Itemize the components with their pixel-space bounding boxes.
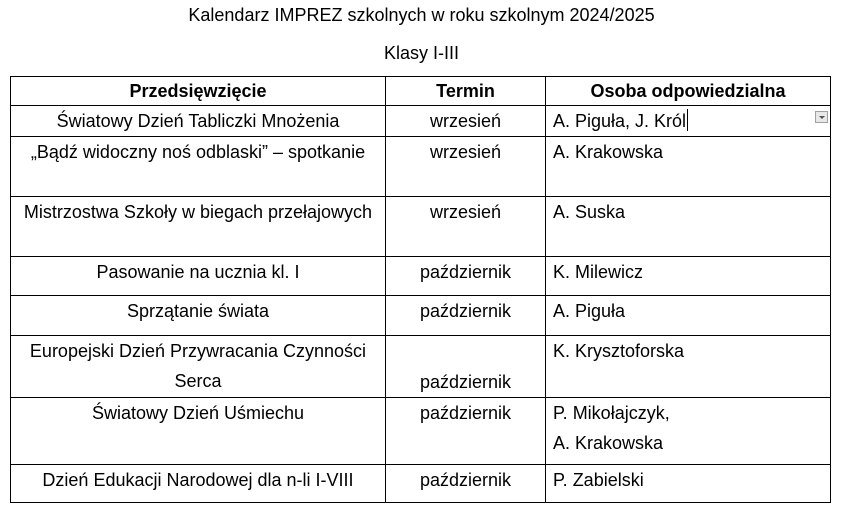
term-cell[interactable]: październik (386, 398, 546, 465)
event-cell[interactable]: Światowy Dzień Uśmiechu (11, 398, 386, 465)
table-row (11, 398, 831, 465)
events-table (10, 76, 831, 503)
table-row (11, 296, 831, 336)
table-row (11, 106, 831, 137)
person-cell[interactable]: P. Zabielski (546, 465, 831, 503)
person-cell[interactable]: A. Suska (546, 197, 831, 257)
header-event: Przedsięwzięcie (11, 77, 386, 106)
table-row (11, 137, 831, 197)
term-cell[interactable]: październik (386, 257, 546, 296)
term-cell[interactable]: październik (386, 296, 546, 336)
event-cell[interactable]: Dzień Edukacji Narodowej dla n-li I-VIII (11, 465, 386, 503)
dropdown-arrow-icon[interactable] (815, 111, 828, 123)
term-cell[interactable]: wrzesień (386, 137, 546, 197)
term-cell[interactable]: październik (386, 336, 546, 398)
person-cell-active[interactable] (546, 106, 831, 137)
event-cell[interactable]: Mistrzostwa Szkoły w biegach przełajowych (11, 197, 386, 257)
table-row (11, 465, 831, 503)
person-cell[interactable]: K. Milewicz (546, 257, 831, 296)
term-cell[interactable]: wrzesień (386, 197, 546, 257)
person-cell[interactable]: K. Krysztoforska (546, 336, 831, 398)
table-row (11, 257, 831, 296)
table-header-row (11, 77, 831, 106)
event-cell[interactable]: Europejski Dzień Przywracania Czynności Serca (11, 336, 386, 398)
term-cell[interactable]: październik (386, 465, 546, 503)
person-cell[interactable]: A. Piguła (546, 296, 831, 336)
person-cell[interactable]: P. Mikołajczyk, A. Krakowska (546, 398, 831, 465)
header-person: Osoba odpowiedzialna (546, 77, 831, 106)
text-cursor (687, 109, 688, 131)
table-row (11, 336, 831, 398)
event-cell[interactable]: „Bądź widoczny noś odblaski” – spotkanie (11, 137, 386, 197)
term-cell[interactable]: wrzesień (386, 106, 546, 137)
event-cell[interactable]: Światowy Dzień Tabliczki Mnożenia (11, 106, 386, 137)
header-term: Termin (386, 77, 546, 106)
person-cell[interactable]: A. Krakowska (546, 137, 831, 197)
event-cell[interactable]: Sprzątanie świata (11, 296, 386, 336)
event-cell[interactable]: Pasowanie na ucznia kl. I (11, 257, 386, 296)
document-subtitle: Klasy I-III (383, 43, 459, 63)
document-title: Kalendarz IMPREZ szkolnych w roku szkolnym 2024/2025 (188, 5, 655, 25)
table-row (11, 197, 831, 257)
person-text: A. Piguła, J. Król (553, 111, 687, 131)
